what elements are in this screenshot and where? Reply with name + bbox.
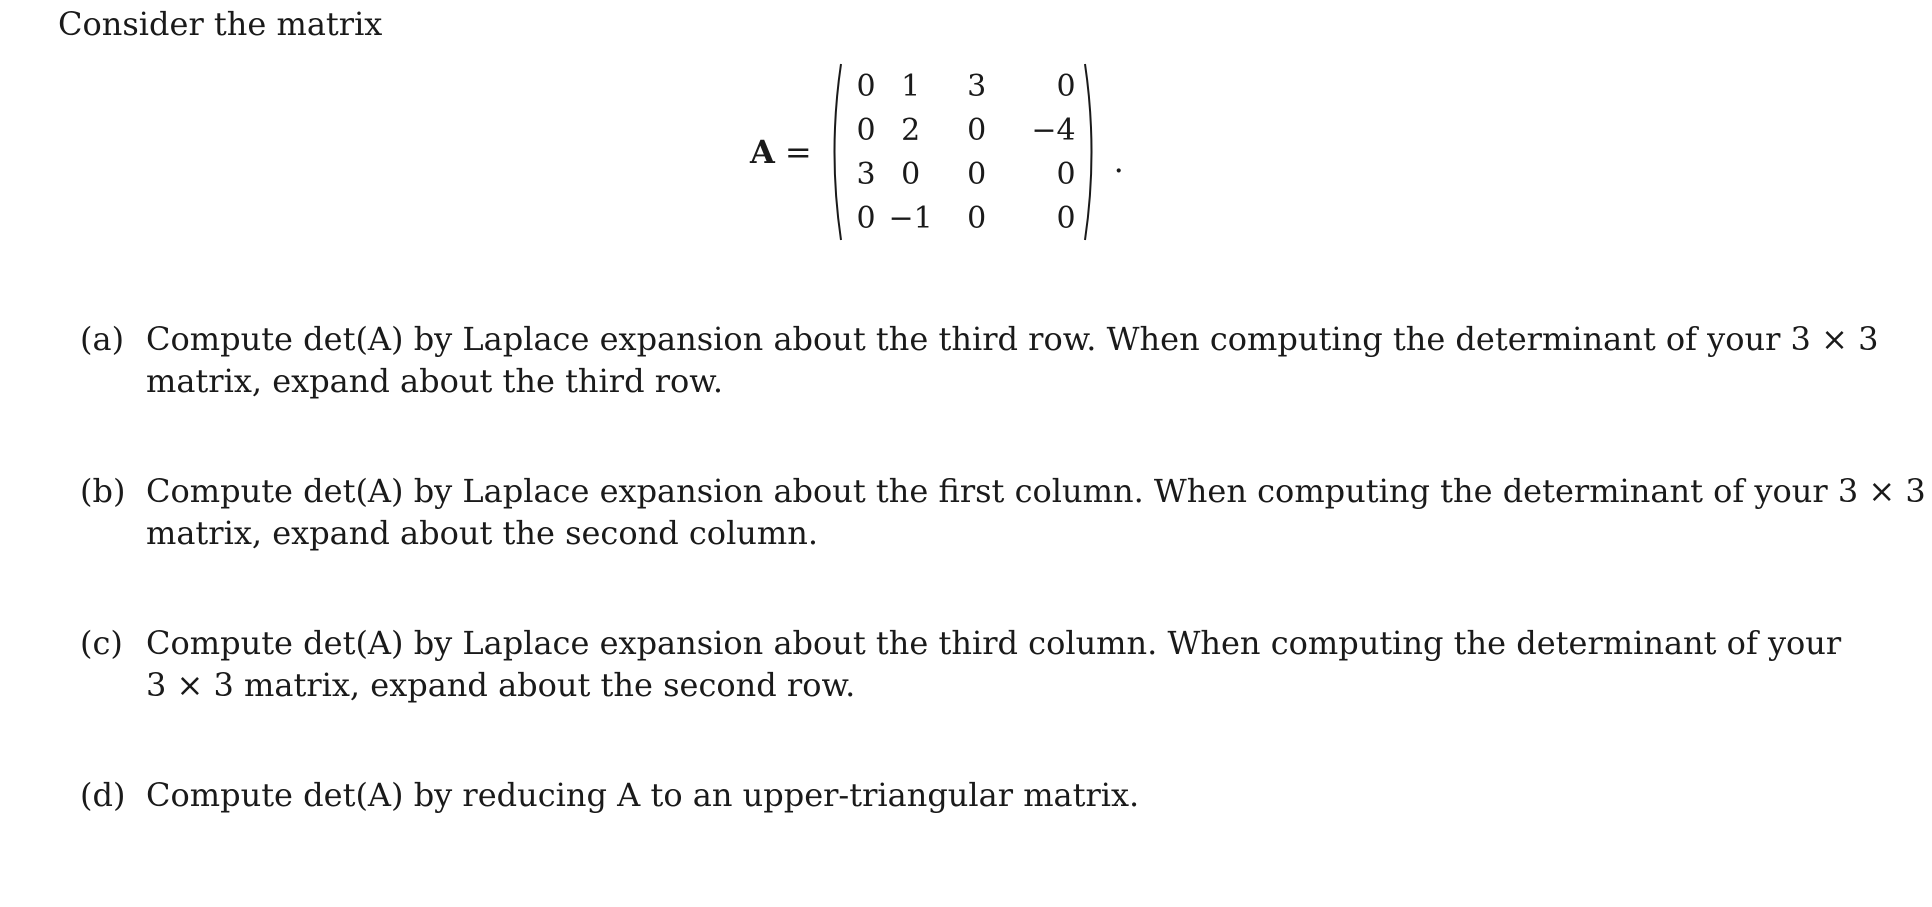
question-item-a — [80, 318, 1879, 402]
question-item-d — [80, 774, 1832, 816]
item-text — [146, 622, 1842, 706]
item-label: (a) — [80, 320, 125, 358]
matrix-cell: 0 — [1056, 156, 1076, 192]
right-parenthesis — [1082, 62, 1100, 242]
item-label: (d) — [80, 776, 126, 814]
matrix-cell: 0 — [856, 112, 876, 148]
item-line: 3 × 3 matrix, expand about the second row. — [146, 666, 856, 704]
item-label: (c) — [80, 624, 123, 662]
item-line: Compute det(A) by Laplace expansion about the first column. When computing the determinant of your 3 × 3 — [146, 472, 1926, 510]
matrix-cell: −4 — [1031, 112, 1076, 148]
equation-period: . — [1113, 142, 1124, 180]
matrix-cell: 3 — [856, 156, 876, 192]
intro-text: Consider the matrix — [58, 5, 383, 43]
matrix-cell: 0 — [1056, 68, 1076, 104]
matrix-cell: 3 — [967, 68, 987, 104]
matrix-cell: 0 — [967, 112, 987, 148]
matrix-cell: −1 — [888, 200, 933, 236]
matrix-grid — [846, 64, 1080, 240]
left-parenthesis — [826, 62, 844, 242]
item-text — [146, 470, 1926, 554]
equals-sign: = — [784, 133, 812, 171]
item-text — [146, 774, 1832, 816]
item-line: Compute det(A) by reducing A to an upper-triangular matrix. — [146, 776, 1140, 814]
question-item-b — [80, 470, 1926, 554]
matrix-symbol: A — [750, 133, 775, 171]
matrix-cell: 2 — [901, 112, 921, 148]
matrix-cell: 0 — [967, 156, 987, 192]
item-line: Compute det(A) by Laplace expansion about the third row. When computing the determinant of your 3 × 3 — [146, 320, 1879, 358]
matrix-cell: 0 — [856, 200, 876, 236]
item-line: matrix, expand about the third row. — [146, 362, 724, 400]
item-line: matrix, expand about the second column. — [146, 514, 819, 552]
item-label: (b) — [80, 472, 126, 510]
item-line: Compute det(A) by Laplace expansion about the third column. When computing the determinant of your — [146, 624, 1842, 662]
question-item-c — [80, 622, 1842, 706]
equation-lhs — [750, 133, 812, 171]
matrix-cell: 0 — [901, 156, 921, 192]
matrix-cell: 1 — [901, 68, 921, 104]
matrix-cell: 0 — [1056, 200, 1076, 236]
matrix — [826, 62, 1100, 242]
item-text — [146, 318, 1879, 402]
matrix-equation — [750, 62, 1124, 242]
matrix-cell: 0 — [967, 200, 987, 236]
matrix-cell: 0 — [856, 68, 876, 104]
